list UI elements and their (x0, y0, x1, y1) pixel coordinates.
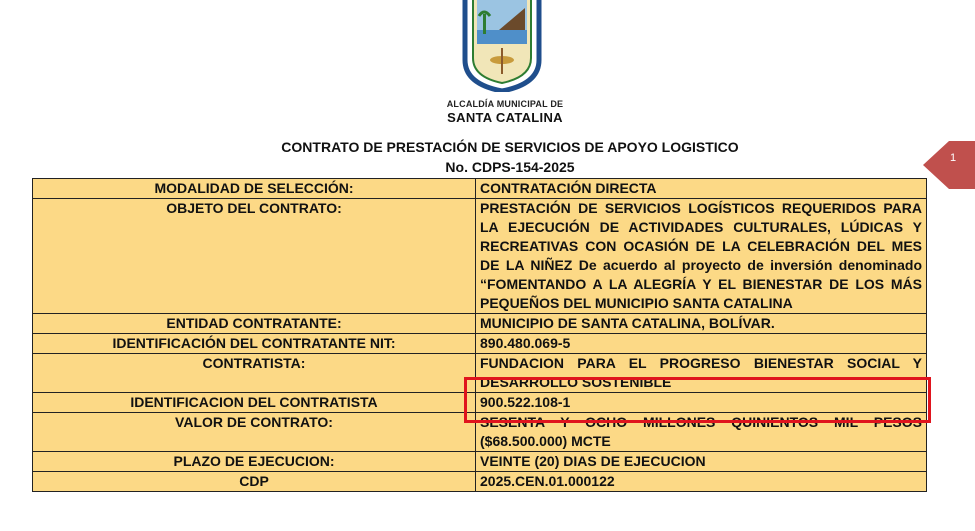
page-marker-icon (923, 141, 975, 189)
row-value: 900.522.108-1 (476, 393, 927, 413)
table-row (33, 199, 927, 314)
row-label: IDENTIFICACION DEL CONTRATISTA (33, 393, 476, 413)
table-row (33, 334, 927, 354)
row-label: ENTIDAD CONTRATANTE: (33, 314, 476, 334)
row-label: CDP (33, 472, 476, 492)
table-row (33, 452, 927, 472)
row-label: IDENTIFICACIÓN DEL CONTRATANTE NIT: (33, 334, 476, 354)
row-value: 2025.CEN.01.000122 (476, 472, 927, 492)
row-value: VEINTE (20) DIAS DE EJECUCION (476, 452, 927, 472)
row-label: MODALIDAD DE SELECCIÓN: (33, 179, 476, 199)
row-label: OBJETO DEL CONTRATO: (33, 199, 476, 314)
row-label: VALOR DE CONTRATO: (33, 413, 476, 452)
row-value: MUNICIPIO DE SANTA CATALINA, BOLÍVAR. (476, 314, 927, 334)
table-row (33, 314, 927, 334)
contract-table (32, 178, 927, 492)
row-label: CONTRATISTA: (33, 354, 476, 393)
municipal-shield-icon (459, 0, 545, 92)
table-row (33, 472, 927, 492)
row-value: 890.480.069-5 (476, 334, 927, 354)
contractor-name: FUNDACION PARA EL PROGRESO BIENESTAR SOCIAL Y DESARROLLO SOSTENIBLE (476, 354, 927, 393)
table-row (33, 179, 927, 199)
row-value: CONTRATACIÓN DIRECTA (476, 179, 927, 199)
row-value: PRESTACIÓN DE SERVICIOS LOGÍSTICOS REQUERIDOS PARA LA EJECUCIÓN DE ACTIVIDADES CULTURALES, LÚDICAS Y RECREATIVAS CON OCASIÓN DE LA CELEBRACIÓN DEL MES DE LA NIÑEZ De acuerdo al proyecto de inversión denominado “FOMENTANDO A LA ALEGRÍA Y EL BIENESTAR DE LOS MÁS PEQUEÑOS DEL MUNICIPIO SANTA CATALINA (476, 199, 927, 314)
org-line1: ALCALDÍA MUNICIPAL DE (446, 99, 564, 109)
row-value: SESENTA Y OCHO MILLONES QUINIENTOS MIL PESOS ($68.500.000) MCTE (476, 413, 927, 452)
page-number: 1 (950, 152, 957, 164)
document-title: CONTRATO DE PRESTACIÓN DE SERVICIOS DE APOYO LOGISTICO (281, 139, 739, 155)
highlight-box (464, 377, 931, 423)
document-number: No. CDPS-154-2025 (445, 159, 575, 175)
org-name: SANTA CATALINA (447, 110, 563, 125)
row-label: PLAZO DE EJECUCION: (33, 452, 476, 472)
